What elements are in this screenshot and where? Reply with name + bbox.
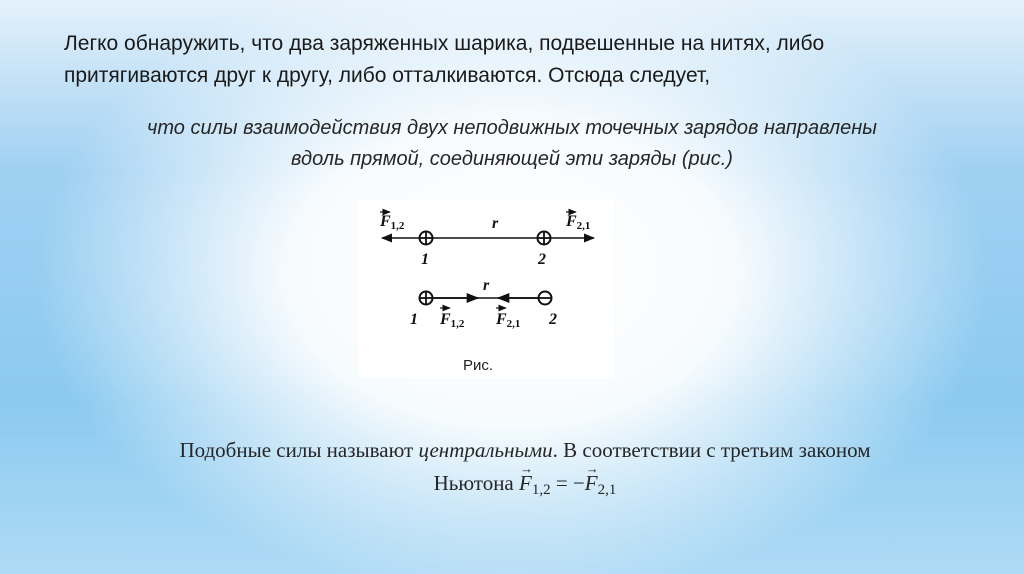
- top-charge-1-label: 1: [421, 251, 429, 268]
- central-forces-term: центральными: [418, 438, 553, 462]
- force-f21-vector: → F: [585, 467, 598, 500]
- force-f12-vector: → F: [519, 467, 532, 500]
- charges-figure: [358, 200, 614, 378]
- top-charge-2-label: 2: [538, 251, 546, 268]
- charges-diagram: [358, 200, 614, 378]
- top-f21-label: F2,1: [566, 213, 591, 232]
- bottom-charge-1-label: 1: [410, 311, 418, 328]
- top-charge-2: [538, 232, 551, 245]
- intro-paragraph: [64, 28, 984, 92]
- top-r-label: r: [492, 215, 499, 232]
- bottom-r-label: r: [483, 277, 490, 294]
- bottom-f21-label: F2,1: [496, 311, 521, 330]
- intro-line-1: Легко обнаружить, что два заряженных шарика, подвешенные на нитях, либо: [64, 32, 825, 55]
- newton-third-law-formula: Ньютона → $F_{1,2}$ = −→ $F_{2,1}$: [60, 467, 990, 507]
- italic-statement: [30, 113, 994, 175]
- intro-line-2: притягиваются друг к другу, либо отталкиваются. Отсюда следует,: [64, 64, 711, 87]
- bottom-f12-label: F1,2: [440, 311, 465, 330]
- bottom-charge-2-label: 2: [549, 311, 557, 328]
- italic-line-2: вдоль прямой, соединяющей эти заряды (рис.): [291, 148, 733, 170]
- italic-line-1: что силы взаимодействия двух неподвижных точечных зарядов направлены: [146, 117, 877, 139]
- conclusion-line-1: Подобные силы называют центральными. В соответствии с третьим законом: [179, 438, 871, 462]
- top-charge-1: [420, 232, 433, 245]
- conclusion-paragraph: [60, 434, 990, 507]
- figure-caption: Рис.: [463, 357, 494, 374]
- bottom-charge-1: [420, 292, 433, 305]
- top-f12-label: F1,2: [380, 213, 405, 232]
- bottom-charge-2: [539, 292, 552, 305]
